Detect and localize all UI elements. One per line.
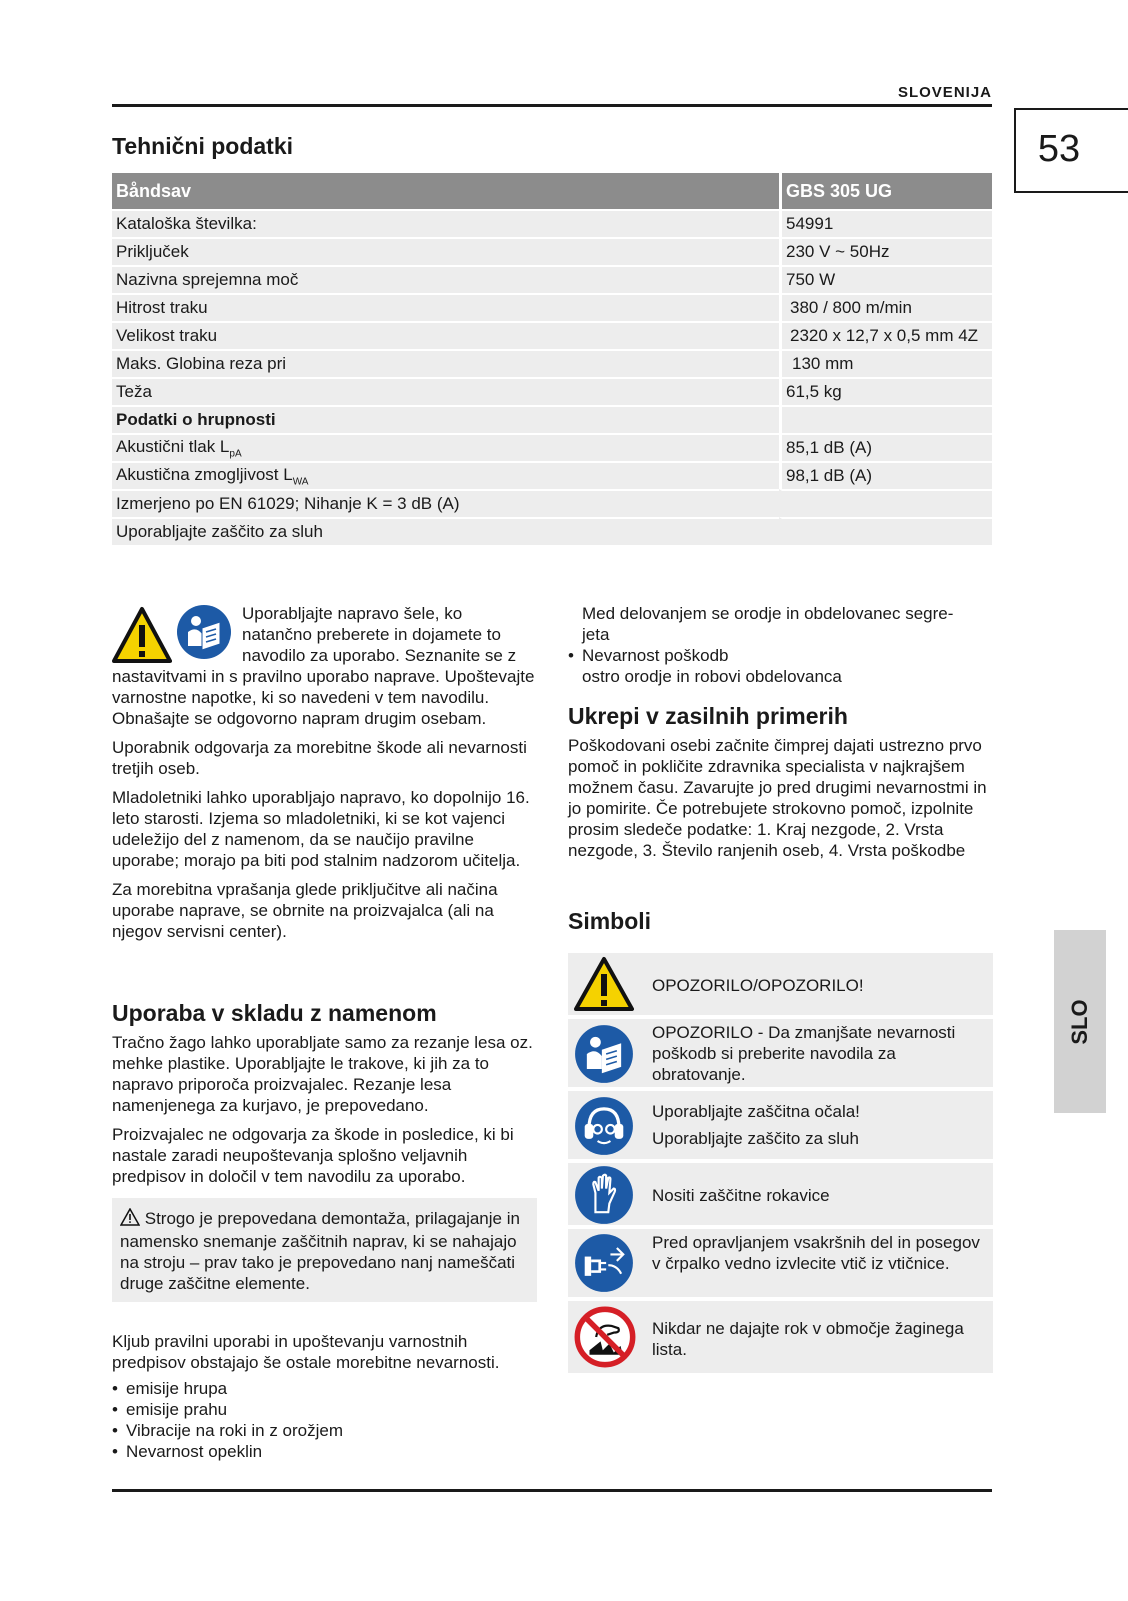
noise-sub: WA <box>292 476 309 488</box>
unplug-icon <box>574 1233 634 1298</box>
spec-row <box>112 265 992 293</box>
noise-heading-row <box>112 405 992 433</box>
symbol-row-warning <box>568 953 993 1015</box>
list-item: • emisije hrupa <box>112 1378 537 1399</box>
spec-value: 750 W <box>779 265 992 293</box>
ear-eye-protection-icon <box>574 1096 634 1161</box>
use-text-1: Tračno žago lahko uporabljate samo za rezanje lesa oz. mehke plastike. Uporabljajte le trakove, ki jih za to napravo priporoča proizvajalec. Rezanje lesa namenjenega za kurjavo, je prepovedano. <box>112 1033 533 1115</box>
symbol-row-protection <box>568 1091 993 1159</box>
spec-value: 2320 x 12,7 x 0,5 mm 4Z <box>779 321 992 349</box>
risk-list <box>112 1378 537 1462</box>
symbol-text: OPOZORILO - Da zmanjšate nevarnosti poškodb si preberite navodila za obratovanje. <box>652 1023 956 1084</box>
spec-label: Velikost traku <box>112 321 779 349</box>
top-rule <box>112 104 992 107</box>
bottom-rule <box>112 1489 992 1492</box>
spec-label: Teža <box>112 377 779 405</box>
noise-value: 98,1 dB (A) <box>779 461 992 489</box>
read-manual-icon <box>574 1024 634 1089</box>
noise-label: Akustična zmogljivost L <box>116 464 293 484</box>
spec-row <box>112 349 992 377</box>
warning-triangle-icon <box>574 956 634 1017</box>
questions-text: Za morebitna vprašanja glede priključitve ali načina uporabe naprave, se obrnite na proizvajalca (ali na njegov servisni center). <box>112 880 498 941</box>
gloves-icon <box>574 1165 634 1230</box>
symbol-text: Nikdar ne dajajte rok v območje žaginega lista. <box>652 1319 964 1359</box>
symbols-title: Simboli <box>568 908 652 934</box>
symbol-row-unplug <box>568 1229 993 1297</box>
use-title: Uporaba v skladu z namenom <box>112 1000 437 1026</box>
hearing-text: Uporabljajte zaščito za sluh <box>112 517 779 545</box>
noise-sub: pA <box>229 448 242 460</box>
warning-box <box>112 1198 537 1302</box>
spec-value: 130 mm <box>779 349 992 377</box>
spec-label: Nazivna sprejemna moč <box>112 265 779 293</box>
measured-row <box>112 489 992 517</box>
spec-row <box>112 237 992 265</box>
intro-line-c: navodilo za uporabo. Seznanite se z <box>242 646 517 665</box>
tech-title: Tehnični podatki <box>112 133 294 159</box>
list-item: • emisije prahu <box>112 1399 537 1420</box>
risk-intro: Kljub pravilni uporabi in upoštevanju varnostnih predpisov obstajajo še ostale morebitne nevarnosti. <box>112 1332 500 1372</box>
use-text-2: Proizvajalec ne odgovarja za škode in posledice, ki bi nastale zaradi neupoštevanja splošno veljavnih predpisov in določil v tem navodilu za uporabo. <box>112 1125 514 1186</box>
spec-value: 61,5 kg <box>779 377 992 405</box>
list-item: • Vibracije na roki in z orožjem <box>112 1420 537 1441</box>
noise-row <box>112 433 992 461</box>
symbol-text-2: Uporabljajte zaščito za sluh <box>652 1129 859 1148</box>
spec-row <box>112 377 992 405</box>
spec-header-row <box>112 173 992 209</box>
page-number: 53 <box>1037 128 1081 170</box>
header-country: SLOVENIJA <box>897 84 992 101</box>
spec-label: Maks. Globina reza pri <box>112 349 779 377</box>
warning-text: Strogo je prepovedana demontaža, prilagajanje in namensko snemanje zaščitnih naprav, ki se nahajajo na stroju – prav tako je prepovedano nanj nameščati druge zaščitne elemente. <box>120 1209 520 1293</box>
no-hands-icon <box>574 1306 636 1373</box>
warning-small-icon <box>120 1208 140 1231</box>
spec-table <box>112 173 992 545</box>
noise-value: 85,1 dB (A) <box>779 433 992 461</box>
cont-line-a: Med delovanjem se orodje in obdelovanec segre- <box>582 604 954 623</box>
spec-header-left: Båndsav <box>112 173 779 209</box>
noise-row <box>112 461 992 489</box>
measured-text: Izmerjeno po EN 61029; Nihanje K = 3 dB (A) <box>112 489 779 517</box>
list-item: • Nevarnost opeklin <box>112 1441 537 1462</box>
danger-list <box>568 645 993 666</box>
intro-line-b: natančno preberete in dojamete to <box>242 625 501 644</box>
symbol-text: Uporabljajte zaščitna očala! <box>652 1102 860 1121</box>
liability-text: Uporabnik odgovarja za morebitne škode ali nevarnosti tretjih oseb. <box>112 738 527 778</box>
spec-header-right: GBS 305 UG <box>779 173 992 209</box>
cont-line-b: jeta <box>582 625 610 644</box>
symbol-text: Pred opravljanjem vsakršnih del in posegov v črpalko vedno izvlecite vtič iz vtičnice. <box>652 1233 980 1273</box>
spec-value: 54991 <box>779 209 992 237</box>
spec-row <box>112 321 992 349</box>
use-body <box>112 1032 537 1195</box>
spec-value: 230 V ~ 50Hz <box>779 237 992 265</box>
symbol-row-manual <box>568 1019 993 1087</box>
minors-text: Mladoletniki lahko uporabljajo napravo, ko dopolnijo 16. leto starosti. Izjema so mladoletniki, ki se kot vajenci udeležijo del z namenom, da se naučijo pravilne uporabe; morajo pa biti pod stalnim nadzorom učitelja. <box>112 788 530 870</box>
symbol-row-gloves <box>568 1163 993 1225</box>
noise-label: Akustični tlak L <box>116 436 230 456</box>
intro-rest: nastavitvami in s pravilno uporabo naprave. Upoštevajte varnostne napotke, ki so navedeni v tem navodilu. Obnašajte se odgovorno napram drugim osebam. <box>112 667 535 728</box>
symbol-row-no-hands <box>568 1301 993 1373</box>
spec-label: Priključek <box>112 237 779 265</box>
left-body <box>112 666 537 950</box>
symbol-text: Nositi zaščitne rokavice <box>652 1186 830 1205</box>
spec-label: Hitrost traku <box>112 293 779 321</box>
emergency-title: Ukrepi v zasilnih primerih <box>568 703 848 729</box>
symbol-text: OPOZORILO/OPOZORILO! <box>652 976 864 995</box>
spec-row <box>112 293 992 321</box>
noise-heading: Podatki o hrupnosti <box>112 405 779 433</box>
language-tab-label: SLO <box>1067 998 1092 1045</box>
spec-value: 380 / 800 m/min <box>779 293 992 321</box>
emergency-text: Poškodovani osebi začnite čimprej dajati ustrezno prvo pomoč in pokličite zdravnika specialista v najkrajšem možnem času. Zavarujte jo pred drugimi nevarnostmi in jo pomirite. Če potrebujete strokovno pomoč, izpolnite prosim sledeče podatke: 1. Kraj nezgode, 2. Vrsta nezgode, 3. Število ranjenih oseb, 4. Vrsta poškodbe <box>568 736 987 860</box>
hearing-row <box>112 517 992 545</box>
intro-manual-icon <box>176 604 232 665</box>
right-top <box>568 603 993 687</box>
language-tab <box>1054 930 1106 1113</box>
risks-section <box>112 1331 537 1462</box>
spec-row <box>112 209 992 237</box>
spec-label: Kataloška številka: <box>112 209 779 237</box>
intro-warning-icon <box>112 606 172 669</box>
danger-sub: ostro orodje in robovi obdelovanca <box>582 667 842 686</box>
list-item: • Nevarnost poškodb <box>568 645 993 666</box>
intro-line-a: Uporabljajte napravo šele, ko <box>242 604 463 623</box>
